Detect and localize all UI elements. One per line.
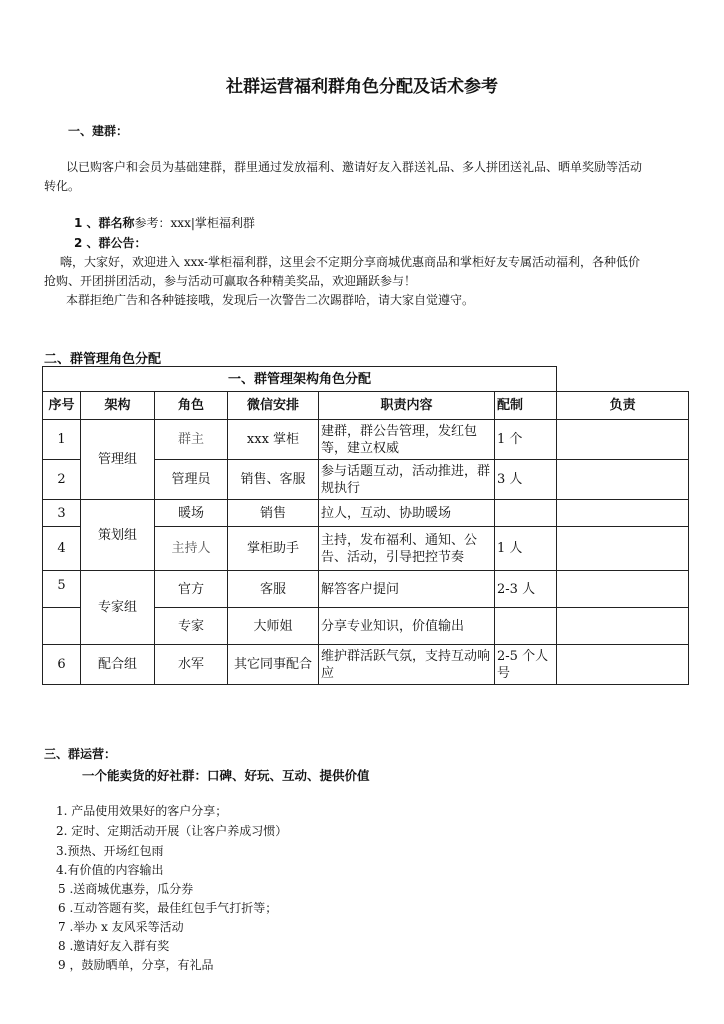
group-notice-line3: 本群拒绝广告和各种链接哦，发现后一次警告二次踢群哈，请大家自觉遵守。 (66, 293, 475, 307)
list-item: 7 .举办 x 友风采等活动 (58, 920, 184, 934)
column-header: 职责内容 (319, 392, 495, 420)
duty-cell: 拉人，互动、协助暖场 (319, 500, 495, 527)
row-number: 5 (43, 571, 81, 608)
wechat-cell: xxx 掌柜 (228, 420, 319, 460)
list-item: 2. 定时、定期活动开展（让客户养成习惯） (56, 824, 288, 838)
group-cell: 配合组 (81, 645, 155, 685)
role-cell: 暖场 (155, 500, 228, 527)
owner-cell (557, 420, 689, 460)
table-caption: 一、群管理架构角色分配 (43, 367, 557, 392)
section-3-heading: 三、群运营： (44, 747, 117, 761)
group-cell: 策划组 (81, 500, 155, 571)
role-cell: 群主 (155, 420, 228, 460)
wechat-cell: 掌柜助手 (228, 527, 319, 571)
role-table (42, 366, 689, 685)
document-title: 社群运营福利群角色分配及话术参考 (226, 77, 498, 97)
group-name-value: 参考：xxx|掌柜福利群 (134, 216, 255, 230)
count-cell (495, 608, 557, 645)
owner-cell (557, 527, 689, 571)
group-cell: 管理组 (81, 420, 155, 500)
section-1-intro-line2: 转化。 (44, 179, 81, 193)
count-cell: 2-5 个人号 (495, 645, 557, 685)
role-cell: 专家 (155, 608, 228, 645)
section-2-heading: 二、群管理角色分配 (44, 352, 162, 367)
row-number: 1 (43, 420, 81, 460)
column-header: 配制 (495, 392, 557, 420)
list-item: 4.有价值的内容输出 (56, 863, 164, 877)
list-item: 5 .送商城优惠券，瓜分券 (58, 882, 194, 896)
table-row (43, 500, 689, 527)
row-number: 4 (43, 527, 81, 571)
duty-cell: 维护群活跃气氛，支持互动响应 (319, 645, 495, 685)
group-name-label: 1 、群名称 (74, 216, 135, 230)
owner-cell (557, 645, 689, 685)
role-cell: 主持人 (155, 527, 228, 571)
row-number: 6 (43, 645, 81, 685)
count-cell (495, 500, 557, 527)
group-notice-label: 2 、群公告： (74, 236, 147, 250)
list-item: 9 ，鼓励晒单，分享，有礼品 (58, 958, 214, 972)
row-number: 2 (43, 460, 81, 500)
duty-cell: 参与话题互动，活动推进，群规执行 (319, 460, 495, 500)
duty-cell: 建群，群公告管理，发红包等，建立权威 (319, 420, 495, 460)
section-3-subheading: 一个能卖货的好社群：口碑、好玩、互动、提供价值 (82, 768, 370, 783)
group-notice-line2: 抢购、开团拼团活动，参与活动可赢取各种精美奖品，欢迎踊跃参与！ (44, 274, 417, 288)
duty-cell: 分享专业知识，价值输出 (319, 608, 495, 645)
duty-cell: 解答客户提问 (319, 571, 495, 608)
count-cell: 1 个 (495, 420, 557, 460)
row-number: 3 (43, 500, 81, 527)
list-item: 1. 产品使用效果好的客户分享； (56, 804, 228, 818)
section-1-heading: 一、建群： (68, 124, 129, 138)
role-cell: 官方 (155, 571, 228, 608)
duty-cell: 主持，发布福利、通知、公告、活动，引导把控节奏 (319, 527, 495, 571)
group-notice-line1: 嗨，大家好，欢迎进入 xxx-掌柜福利群，这里会不定期分享商城优惠商品和掌柜好友专属活动福利，各种低价 (60, 255, 640, 269)
column-header: 架构 (81, 392, 155, 420)
column-header: 微信安排 (228, 392, 319, 420)
column-header: 负责 (557, 392, 689, 420)
list-item: 3.预热、开场红包雨 (56, 844, 164, 858)
group-cell: 专家组 (81, 571, 155, 645)
owner-cell (557, 608, 689, 645)
table-row (43, 420, 689, 460)
owner-cell (557, 500, 689, 527)
owner-cell (557, 571, 689, 608)
owner-cell (557, 460, 689, 500)
wechat-cell: 客服 (228, 571, 319, 608)
list-item: 8 .邀请好友入群有奖 (58, 939, 170, 953)
count-cell: 1 人 (495, 527, 557, 571)
table-caption-blank (557, 367, 689, 392)
table-row (43, 645, 689, 685)
table-row (43, 571, 689, 608)
group-name-line (74, 214, 255, 233)
wechat-cell: 销售、客服 (228, 460, 319, 500)
role-cell: 水军 (155, 645, 228, 685)
count-cell: 3 人 (495, 460, 557, 500)
count-cell: 2-3 人 (495, 571, 557, 608)
list-item: 6 .互动答题有奖，最佳红包手气打折等； (58, 901, 278, 915)
wechat-cell: 大师姐 (228, 608, 319, 645)
wechat-cell: 销售 (228, 500, 319, 527)
table-header-row (43, 392, 689, 420)
column-header: 序号 (43, 392, 81, 420)
role-cell: 管理员 (155, 460, 228, 500)
row-number (43, 608, 81, 645)
column-header: 角色 (155, 392, 228, 420)
wechat-cell: 其它同事配合 (228, 645, 319, 685)
section-1-intro-line1: 以已购客户和会员为基础建群，群里通过发放福利、邀请好友入群送礼品、多人拼团送礼品、晒单奖励等活动 (66, 160, 643, 174)
